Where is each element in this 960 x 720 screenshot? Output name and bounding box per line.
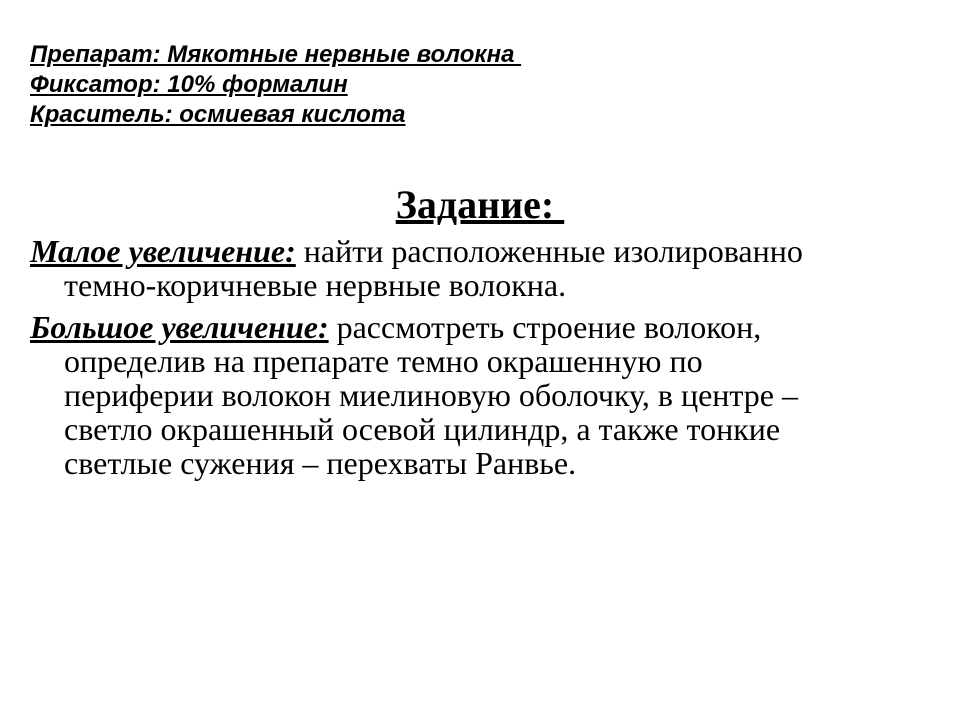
low-magnification-label: Малое увеличение: <box>30 233 296 269</box>
high-magnification-line-2: определив на препарате темно окрашенную по <box>64 343 703 379</box>
high-magnification-line-3: периферии волокон миелиновую оболочку, в центре – <box>64 377 798 413</box>
fixative-line: Фиксатор: 10% формалин <box>30 71 348 98</box>
preparation-line: Препарат: Мякотные нервные волокна <box>30 41 522 68</box>
low-magnification-line-1 <box>30 234 930 268</box>
high-magnification-text-1: рассмотреть строение волокон, <box>328 309 762 345</box>
high-magnification-line-4: светло окрашенный осевой цилиндр, а также тонкие <box>64 411 781 447</box>
high-magnification-line-5: светлые сужения – перехваты Ранвье. <box>64 445 577 481</box>
task-title <box>0 180 960 230</box>
low-magnification-text-1: найти расположенные изолированно <box>295 233 803 269</box>
stain-line: Краситель: осмиевая кислота <box>30 101 406 128</box>
task-title-text: Задание: <box>395 182 565 227</box>
slide-header <box>30 40 521 130</box>
high-magnification-paragraph <box>30 310 930 480</box>
low-magnification-line-2: темно-коричневые нервные волокна. <box>64 267 567 303</box>
high-magnification-label: Большое увеличение: <box>30 309 329 345</box>
high-magnification-line-1 <box>30 310 930 344</box>
low-magnification-paragraph <box>30 234 930 302</box>
